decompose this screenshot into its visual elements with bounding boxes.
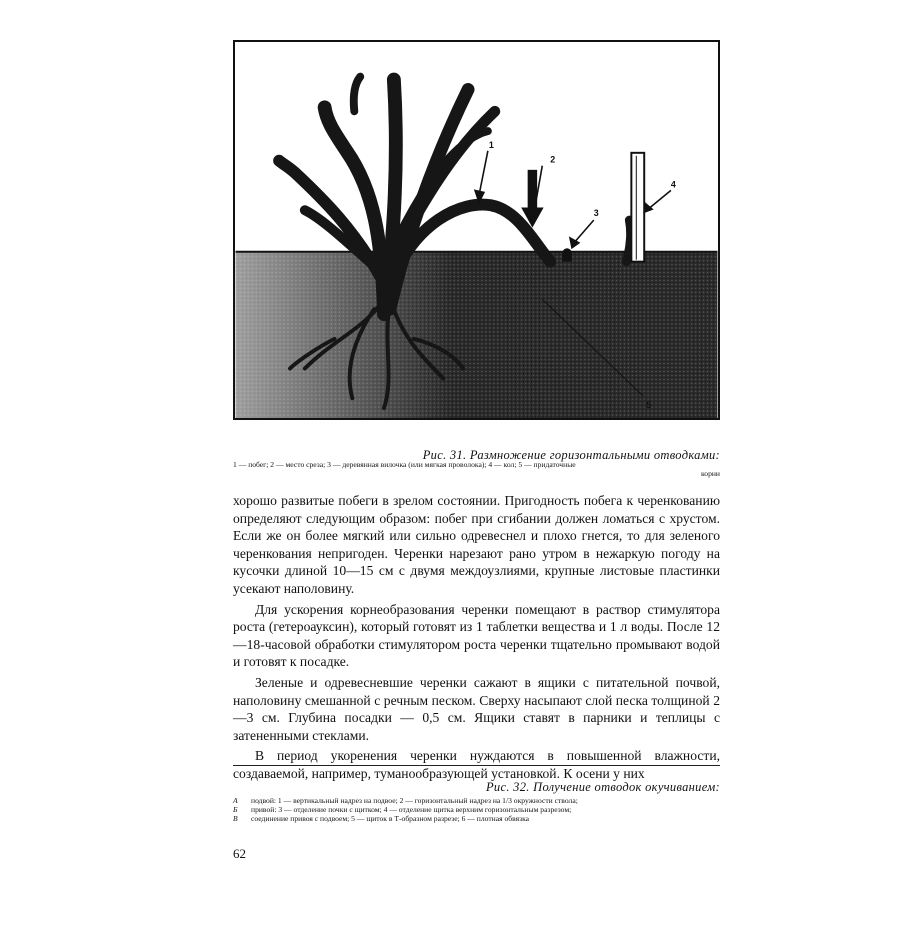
paragraph-4: В период укоренения черенки нуждаются в повышенной влажности, создаваемой, например, туманообразующей установкой. К осени у них [233,748,720,781]
figure-31-caption-end: корни [700,469,720,478]
paragraph-1: хорошо развитые побеги в зрелом состоянии. Пригодность побега к черенкованию определяют следующим образом: побег при сгибании должен ломаться с хрустом. Если же он более мягкий или сильно одревеснел и плохо гнется, то для зеленого черенкования непригоден. Черенки нарезают рано утром в нежаркую погоду на кусочки длиной 10—15 см с двумя междоузлиями, крупные листовые пластинки усекают наполовину. [233,493,720,596]
caption-row [233,814,720,823]
figure-31-caption-main: 1 — побег; 2 — место среза; 3 — деревянная вилочка (или мягкая проволока); 4 — кол; 5 — придаточные [233,460,576,469]
row-text: подвой: 1 — вертикальный надрез на подвое; 2 — горизонтальный надрез на 1/3 окружности ствола; [251,796,578,805]
row-label: А [233,796,238,805]
row-label: В [233,814,238,824]
stake [631,153,644,262]
paragraph-3: Зеленые и одревесневшие черенки сажают в ящики с питательной почвой, наполовину смешанной с речным песком. Сверху насыпают слой песка толщиной 2—3 см. Глубина посадки — 0,5 см. Ящики ставят в парники и теплицы с затененными стеклами. [233,674,720,743]
label-5: 5 [646,400,652,411]
paragraph-2: Для ускорения корнеобразования черенки помещают в раствор стимулятора роста (гетероауксин), который готовят из 1 таблетки вещества и 1 л воды. После 12—18-часовой обработки стимулятором роста черенки тщательно промывают водой и готовят к посадке. [233,601,720,670]
body-text [233,492,720,786]
label-3: 3 [593,208,599,219]
row-text: соединение привоя с подвоем; 5 — щиток в Т-образном разрезе; 6 — плотная обвязка [251,814,530,824]
layering-drawing [235,42,718,418]
label-2: 2 [550,154,556,165]
caption-row [233,805,720,814]
page-number: 62 [233,846,246,861]
divider [233,765,720,766]
row-label: Б [233,805,238,815]
label-1: 1 [488,139,494,150]
figure-32-caption-title: Рис. 32. Получение отводок окучиванием: [485,780,720,794]
row-text: привой: 3 — отделение почки с щитком; 4 — отделение щитка верхним горизонтальным разрезом; [251,805,572,815]
figure-31-illustration [233,40,720,420]
figure-31-caption-text [233,460,720,478]
caption-row [233,796,720,805]
figure-31-caption-title: Рис. 31. Размножение горизонтальными отводками: [422,448,720,462]
figure-32-caption-text [233,796,720,824]
label-4: 4 [670,179,676,190]
